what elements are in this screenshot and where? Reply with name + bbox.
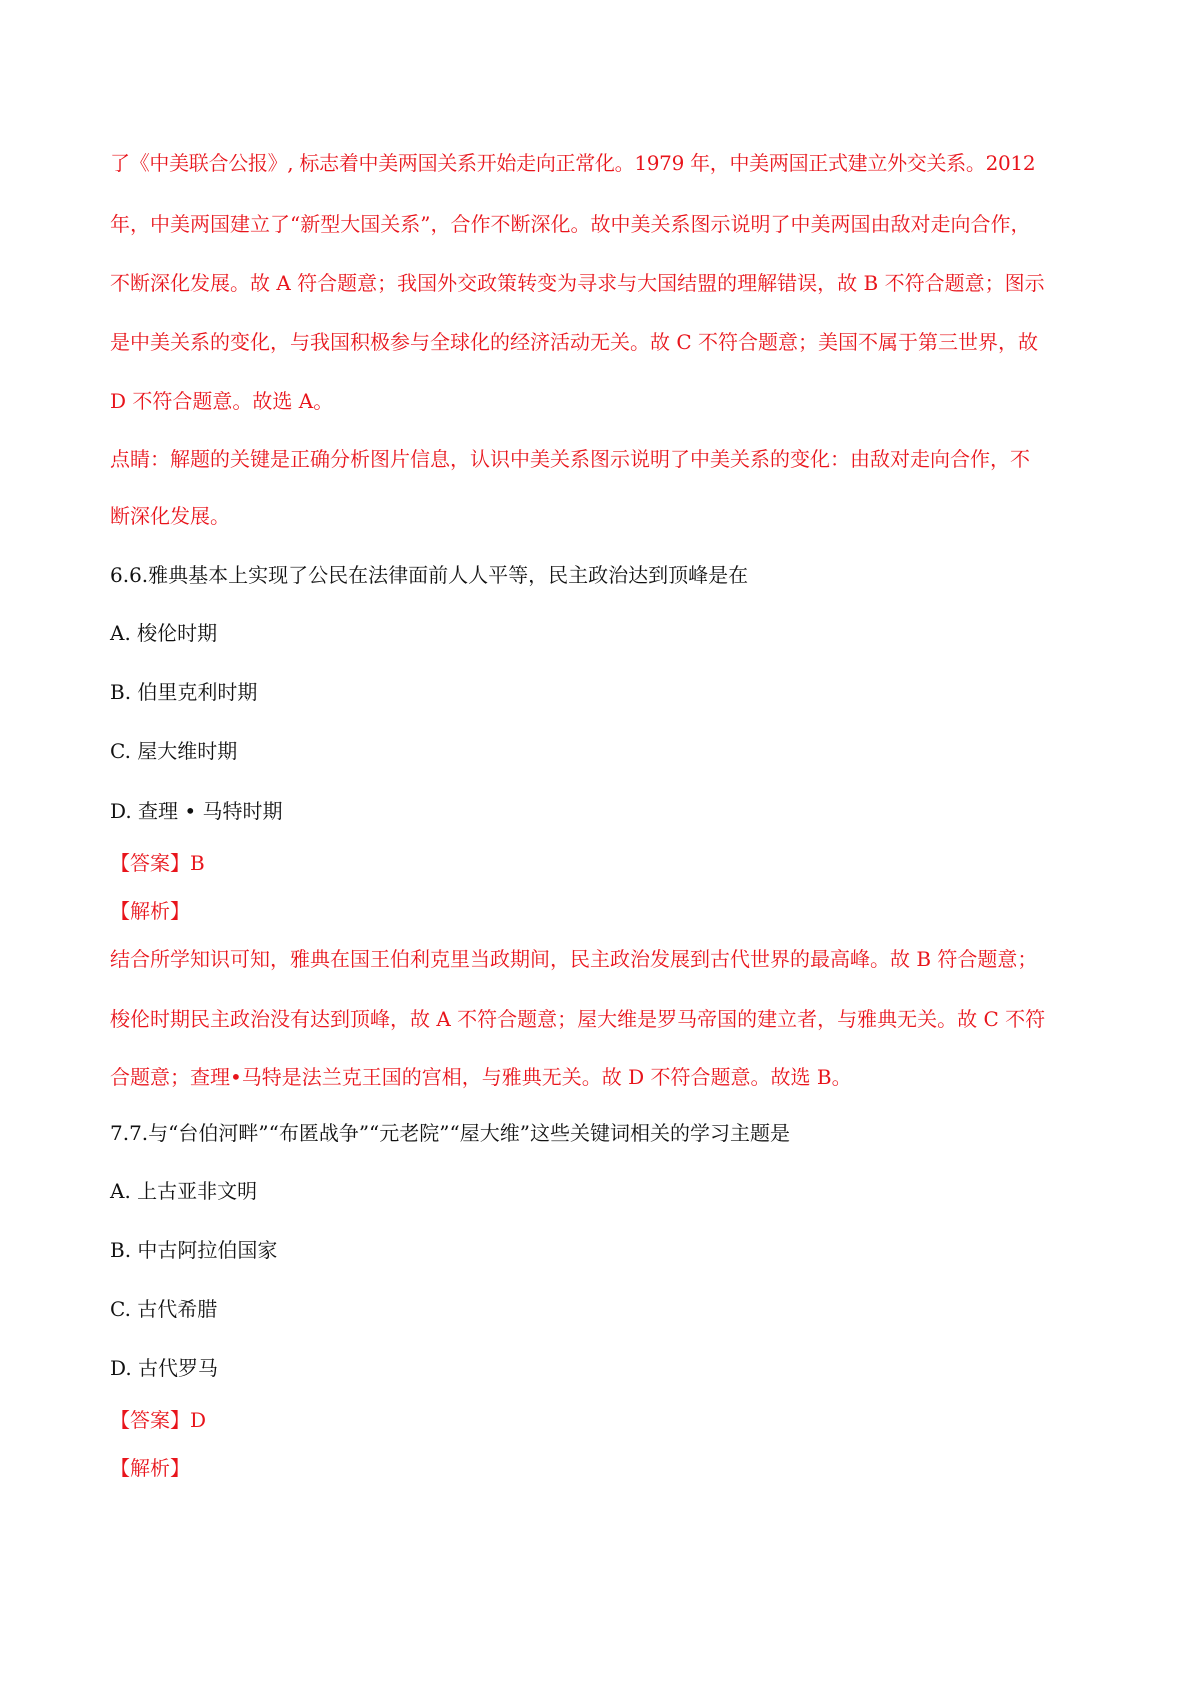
tip-line-1: 点睛：解题的关键是正确分析图片信息，认识中美关系图示说明了中美关系的变化：由敌对走向合作，不 xyxy=(110,447,1030,471)
question-6-explanation-line-3: 合题意；查理•马特是法兰克王国的宫相，与雅典无关。故 D 不符合题意。故选 B。 xyxy=(110,1065,852,1089)
question-6-option-d: D. 查理 • 马特时期 xyxy=(110,799,283,823)
question-7-analysis-label: 【解析】 xyxy=(110,1456,190,1480)
question-7-option-a: A. 上古亚非文明 xyxy=(110,1179,258,1203)
question-6-option-a: A. 梭伦时期 xyxy=(110,621,218,645)
prev-explanation-line-2: 年，中美两国建立了“新型大国关系”，合作不断深化。故中美关系图示说明了中美两国由敌对走向合作， xyxy=(110,212,1031,236)
question-7-stem: 7.7.与“台伯河畔”“布匿战争”“元老院”“屋大维”这些关键词相关的学习主题是 xyxy=(110,1121,790,1145)
prev-explanation-line-3: 不断深化发展。故 A 符合题意；我国外交政策转变为寻求与大国结盟的理解错误，故 B 不符合题意；图示 xyxy=(110,271,1045,295)
question-6-explanation-line-2: 梭伦时期民主政治没有达到顶峰，故 A 不符合题意；屋大维是罗马帝国的建立者，与雅典无关。故 C 不符 xyxy=(110,1007,1046,1031)
question-6-stem: 6.6.雅典基本上实现了公民在法律面前人人平等，民主政治达到顶峰是在 xyxy=(110,563,749,587)
question-7-option-c: C. 古代希腊 xyxy=(110,1297,218,1321)
question-6-answer: 【答案】B xyxy=(110,851,205,875)
question-6-explanation-line-1: 结合所学知识可知，雅典在国王伯利克里当政期间，民主政治发展到古代世界的最高峰。故 B 符合题意； xyxy=(110,947,1038,971)
question-6-analysis-label: 【解析】 xyxy=(110,899,190,923)
question-7-answer: 【答案】D xyxy=(110,1408,207,1432)
prev-explanation-line-5: D 不符合题意。故选 A。 xyxy=(110,389,334,413)
prev-explanation-line-4: 是中美关系的变化，与我国积极参与全球化的经济活动无关。故 C 不符合题意；美国不属于第三世界，故 xyxy=(110,330,1039,354)
question-6-option-c: C. 屋大维时期 xyxy=(110,739,238,763)
question-6-option-b: B. 伯里克利时期 xyxy=(110,680,258,704)
prev-explanation-line-1: 了《中美联合公报》, 标志着中美两国关系开始走向正常化。1979 年，中美两国正式建立外交关系。2012 xyxy=(110,151,1036,175)
tip-line-2: 断深化发展。 xyxy=(110,504,230,528)
question-7-option-b: B. 中古阿拉伯国家 xyxy=(110,1238,278,1262)
question-7-option-d: D. 古代罗马 xyxy=(110,1356,219,1380)
